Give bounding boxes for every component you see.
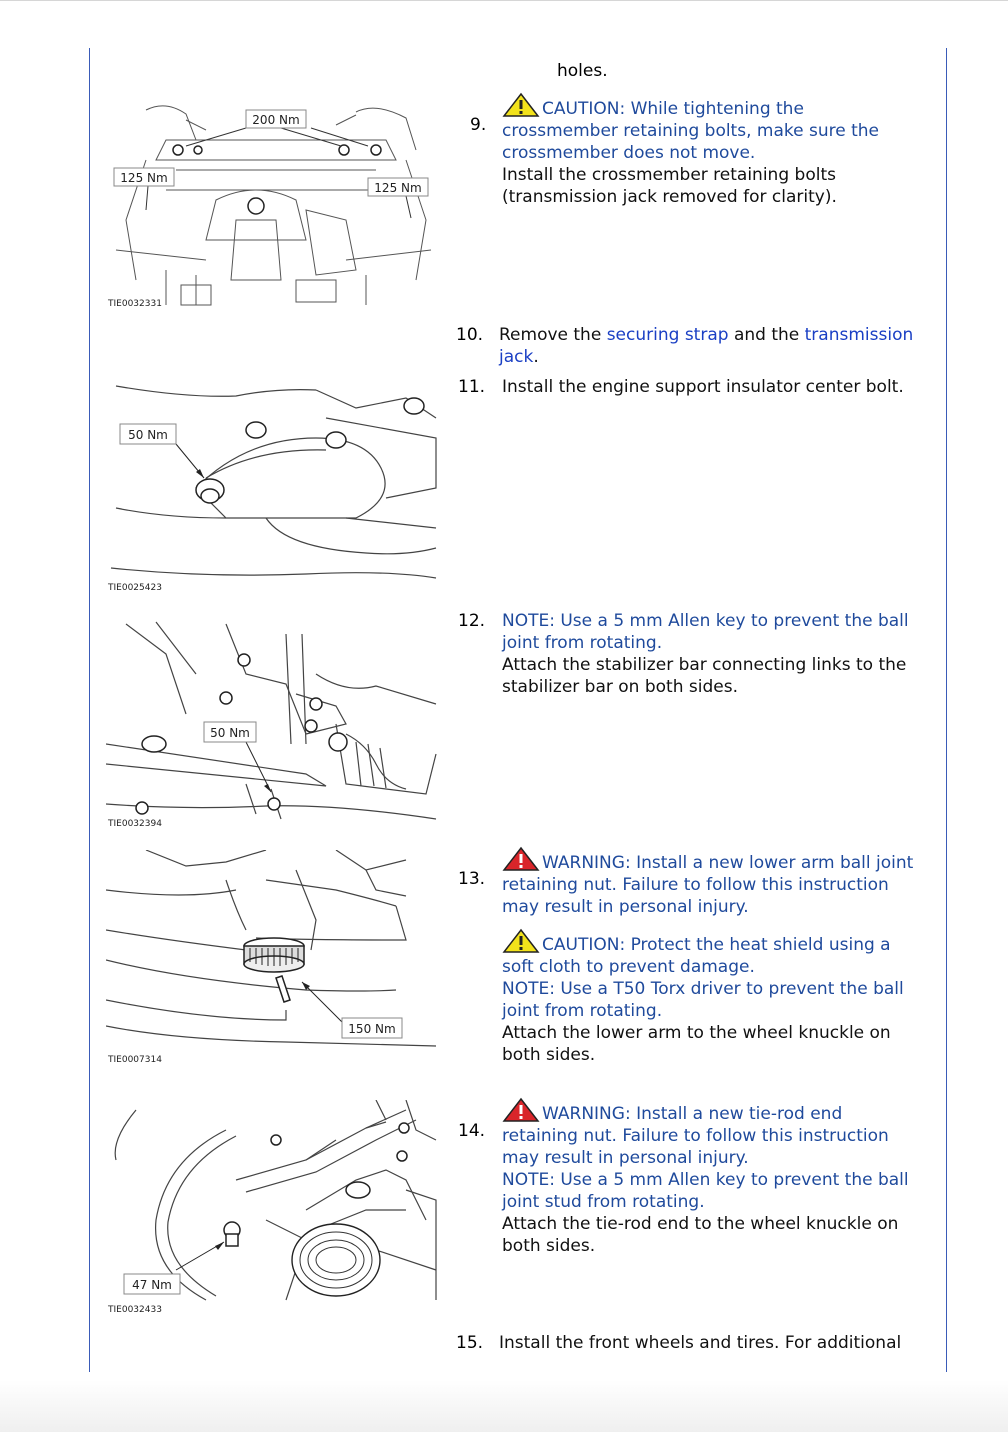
step-13 xyxy=(502,846,922,1066)
step-number: 12. xyxy=(458,611,486,631)
note-text: NOTE: Use a 5 mm Allen key to prevent the ball joint from rotating. xyxy=(502,611,909,653)
left-margin-rule xyxy=(89,48,90,1372)
ball-joint-diagram xyxy=(106,850,438,1070)
caution-triangle-icon xyxy=(502,92,540,117)
right-margin-rule xyxy=(946,48,947,1372)
torque-label: 125 Nm xyxy=(374,181,422,195)
instruction-text: Attach the lower arm to the wheel knuckle on both sides. xyxy=(502,1023,891,1065)
step-number: 10. xyxy=(456,325,484,345)
stabilizer-diagram xyxy=(106,614,438,830)
figure-tie-rod xyxy=(106,1100,438,1318)
step-number: 11. xyxy=(458,377,486,397)
figure-ball-joint xyxy=(106,850,438,1070)
insulator-diagram xyxy=(106,378,438,596)
instruction-text: Attach the stabilizer bar connecting links to the stabilizer bar on both sides. xyxy=(502,655,907,697)
instruction-text: Attach the tie-rod end to the wheel knuckle on both sides. xyxy=(502,1214,899,1256)
warning-triangle-icon xyxy=(502,1097,540,1122)
step-number: 13. xyxy=(458,869,486,889)
step-15: Install the front wheels and tires. For additional xyxy=(499,1333,902,1353)
figure-crossmember xyxy=(106,100,438,312)
note-text: NOTE: Use a T50 Torx driver to prevent the ball joint from rotating. xyxy=(502,979,904,1021)
step-14 xyxy=(502,1097,922,1257)
torque-label: 125 Nm xyxy=(120,171,168,185)
warning-text: WARNING: Install a new tie-rod end retaining nut. Failure to follow this instruction may result in personal injury. xyxy=(502,1104,889,1168)
figure-id: TIE0032331 xyxy=(108,299,162,309)
torque-label: 200 Nm xyxy=(252,113,300,127)
figure-id: TIE0007314 xyxy=(108,1055,162,1065)
transmission-jack-link[interactable]: transmission jack xyxy=(499,325,914,367)
page-bottom-shade xyxy=(0,1380,1008,1432)
step-number: 9. xyxy=(470,115,487,135)
warning-text: WARNING: Install a new lower arm ball joint retaining nut. Failure to follow this instruction may result in personal injury. xyxy=(502,853,914,917)
securing-strap-link[interactable]: securing strap xyxy=(606,325,729,345)
torque-label: 47 Nm xyxy=(132,1278,172,1292)
step-number: 14. xyxy=(458,1121,486,1141)
torque-label: 50 Nm xyxy=(210,726,250,740)
continued-text: holes. xyxy=(557,61,608,81)
instruction-text: Install the crossmember retaining bolts (transmission jack removed for clarity). xyxy=(502,165,837,207)
torque-label: 50 Nm xyxy=(128,428,168,442)
note-text: NOTE: Use a 5 mm Allen key to prevent the ball joint stud from rotating. xyxy=(502,1170,909,1212)
torque-label: 150 Nm xyxy=(348,1022,396,1036)
crossmember-diagram xyxy=(106,100,438,312)
caution-triangle-icon xyxy=(502,928,540,953)
figure-id: TIE0032394 xyxy=(108,819,162,829)
tie-rod-diagram xyxy=(106,1100,438,1318)
step-10: Remove the securing strap and the transmission jack. xyxy=(499,325,914,367)
step-12 xyxy=(502,610,927,698)
warning-triangle-icon xyxy=(502,846,540,871)
figure-insulator xyxy=(106,378,438,596)
caution-text: CAUTION: Protect the heat shield using a soft cloth to prevent damage. xyxy=(502,935,891,977)
top-border xyxy=(0,0,1008,1)
figure-id: TIE0032433 xyxy=(108,1305,162,1315)
figure-id: TIE0025423 xyxy=(108,583,162,593)
caution-text: CAUTION: While tightening the crossmember retaining bolts, make sure the crossmember does not move. xyxy=(502,99,879,163)
figure-stabilizer xyxy=(106,614,438,830)
step-11: Install the engine support insulator center bolt. xyxy=(502,377,904,397)
step-9 xyxy=(502,92,922,208)
step-number: 15. xyxy=(456,1333,484,1353)
